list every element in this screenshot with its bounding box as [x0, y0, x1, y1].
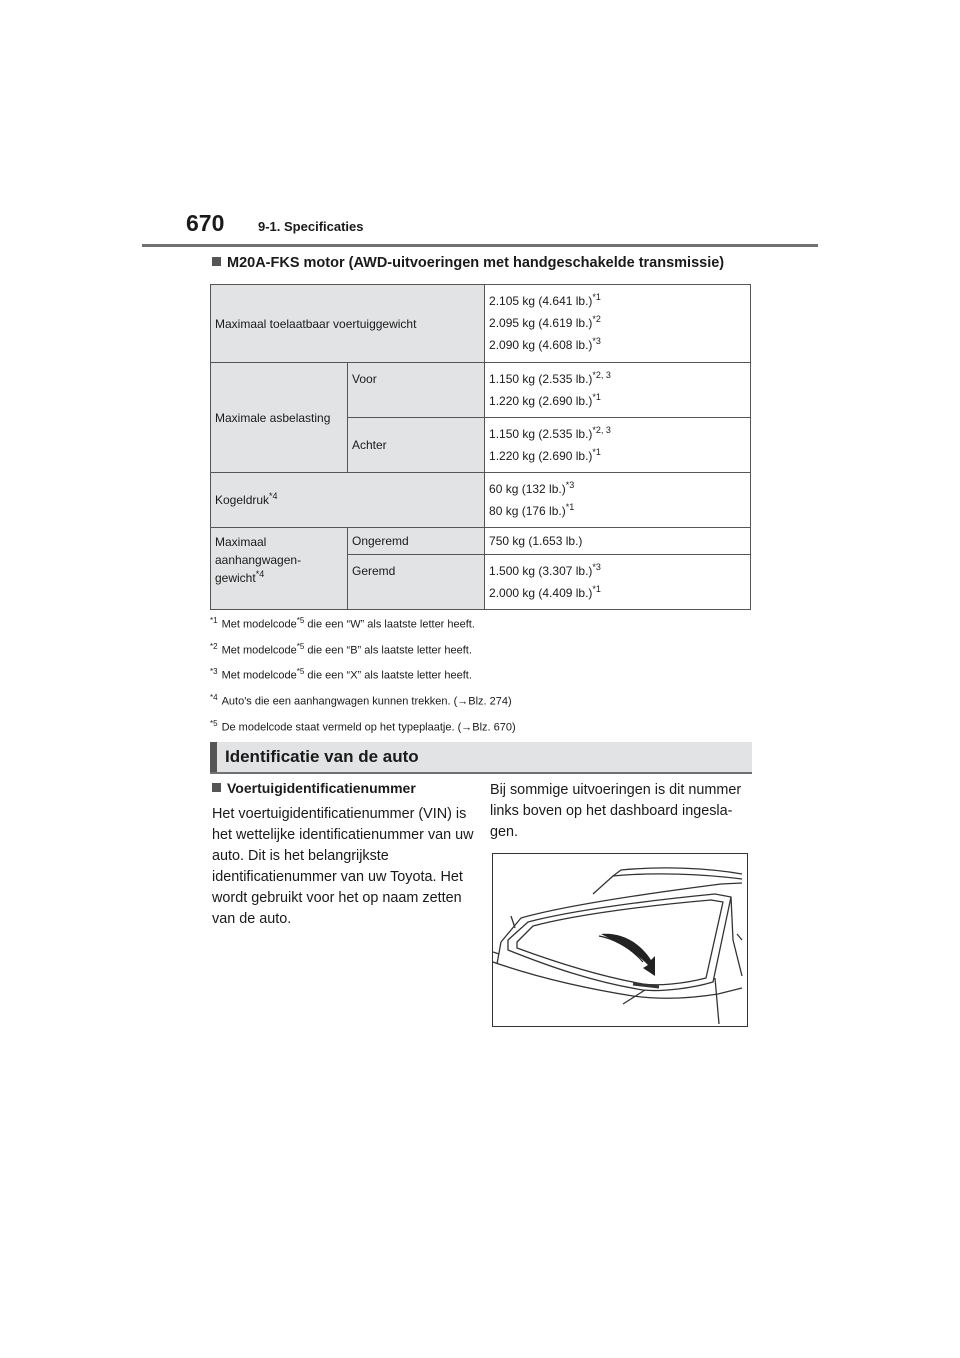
value-text: 2.105 kg (4.641 lb.) — [489, 294, 593, 308]
footnote-mark: *3 — [210, 667, 218, 677]
note-ref: *4 — [269, 491, 278, 501]
note-ref: *4 — [255, 569, 265, 579]
footnotes — [210, 610, 516, 738]
note-ref: *1 — [592, 392, 601, 402]
rear-axle-values — [485, 418, 751, 473]
footnote-text: Met modelcode — [221, 618, 297, 631]
windshield-illustration — [492, 853, 748, 1027]
max-vehicle-weight-values — [485, 285, 751, 363]
footnote — [210, 610, 516, 636]
trailer-weight-label — [211, 528, 348, 610]
value-text: 1.220 kg (2.690 lb.) — [489, 449, 593, 463]
section-accent — [210, 742, 217, 772]
vin-body-text: Het voertuigidentificatienummer (VIN) is het wettelijke identificatienummer van uw auto. Dit is het belangrijkste identificatienummer van uw Toyota. Het wordt gebruikt voor het op naam zetten van de auto. — [212, 806, 474, 927]
value-text: 1.500 kg (3.307 lb.) — [489, 564, 593, 578]
braked-label: Geremd — [348, 555, 485, 610]
ball-pressure-label-text: Kogeldruk — [215, 493, 270, 507]
table-row — [211, 473, 751, 528]
footnote-mark: *5 — [210, 718, 218, 728]
footnote — [210, 636, 516, 662]
note-ref: *1 — [592, 447, 601, 457]
value-text: 2.095 kg (4.619 lb.) — [489, 316, 593, 330]
chapter-label: 9-1. Specificaties — [258, 219, 364, 234]
note-ref: *2 — [592, 314, 601, 324]
note-ref: *3 — [592, 562, 601, 572]
pointer-arrow-icon — [601, 934, 655, 976]
square-bullet-icon — [212, 783, 221, 792]
rear-axle-label: Achter — [348, 418, 485, 473]
note-ref: *5 — [296, 641, 305, 651]
note-ref: *1 — [592, 584, 601, 594]
footnote-text: die een “W” als laatste letter heeft. — [304, 618, 475, 631]
header-divider — [142, 244, 818, 247]
note-ref: *1 — [565, 502, 575, 512]
footnote-text[interactable]: Auto's die een aanhangwagen kunnen trekken. (→Blz. 274) — [221, 695, 512, 708]
footnote — [210, 713, 516, 739]
footnote-text: die een “X” als laatste letter heeft. — [304, 669, 472, 682]
section-title-bar — [210, 742, 752, 774]
table-row — [211, 285, 751, 363]
trailer-label-line: gewicht — [215, 571, 256, 585]
footnote — [210, 687, 516, 713]
unbraked-value: 750 kg (1.653 lb.) — [485, 528, 751, 555]
footnote-text: Met modelcode — [221, 669, 297, 682]
table-row — [211, 363, 751, 418]
footnote-text: die een “B” als laatste letter heeft. — [304, 644, 472, 657]
front-axle-values — [485, 363, 751, 418]
engine-subheading-text: M20A-FKS motor (AWD-uitvoeringen met handgeschakelde transmissie) — [227, 255, 725, 271]
footnote-text[interactable]: De modelcode staat vermeld op het typeplaatje. (→Blz. 670) — [221, 721, 516, 734]
footnote-mark: *1 — [210, 616, 218, 625]
square-bullet-icon — [212, 257, 221, 266]
footnote-text: Met modelcode — [221, 644, 297, 657]
note-ref: *3 — [592, 336, 601, 346]
vin-heading-text: Voertuigidentificatienummer — [227, 780, 416, 796]
note-ref: *2, 3 — [592, 425, 611, 435]
table-row — [211, 528, 751, 555]
vin-heading — [212, 780, 416, 796]
note-ref: *5 — [296, 667, 305, 677]
value-text: 2.000 kg (4.409 lb.) — [489, 586, 593, 600]
value-text: 2.090 kg (4.608 lb.) — [489, 338, 593, 352]
value-text: 80 kg (176 lb.) — [489, 504, 566, 518]
note-ref: *5 — [296, 616, 305, 625]
engine-subheading — [212, 255, 724, 271]
footnote-mark: *2 — [210, 641, 218, 651]
note-ref: *3 — [565, 480, 575, 490]
ball-pressure-values — [485, 473, 751, 528]
value-text: 1.150 kg (2.535 lb.) — [489, 372, 593, 386]
trailer-label-line: Maximaal — [215, 535, 267, 549]
value-text: 1.220 kg (2.690 lb.) — [489, 394, 593, 408]
value-text: 1.150 kg (2.535 lb.) — [489, 427, 593, 441]
braked-values — [485, 555, 751, 610]
unbraked-label: Ongeremd — [348, 528, 485, 555]
vin-location-text: Bij sommige uitvoeringen is dit nummer links boven op het dashboard ingesla-gen. — [490, 782, 742, 840]
trailer-label-line: aanhangwagen- — [215, 553, 302, 567]
specification-table — [210, 284, 751, 610]
note-ref: *2, 3 — [592, 370, 611, 380]
section-title: Identificatie van de auto — [225, 747, 419, 766]
value-text: 60 kg (132 lb.) — [489, 482, 566, 496]
front-axle-label: Voor — [348, 363, 485, 418]
max-vehicle-weight-label: Maximaal toelaatbaar voertuiggewicht — [211, 285, 485, 363]
windshield-drawing — [493, 854, 748, 1027]
footnote — [210, 661, 516, 687]
note-ref: *1 — [592, 292, 601, 302]
ball-pressure-label — [211, 473, 485, 528]
page-number: 670 — [186, 210, 225, 236]
footnote-mark: *4 — [210, 692, 218, 702]
axle-load-label: Maximale asbelasting — [211, 363, 348, 473]
